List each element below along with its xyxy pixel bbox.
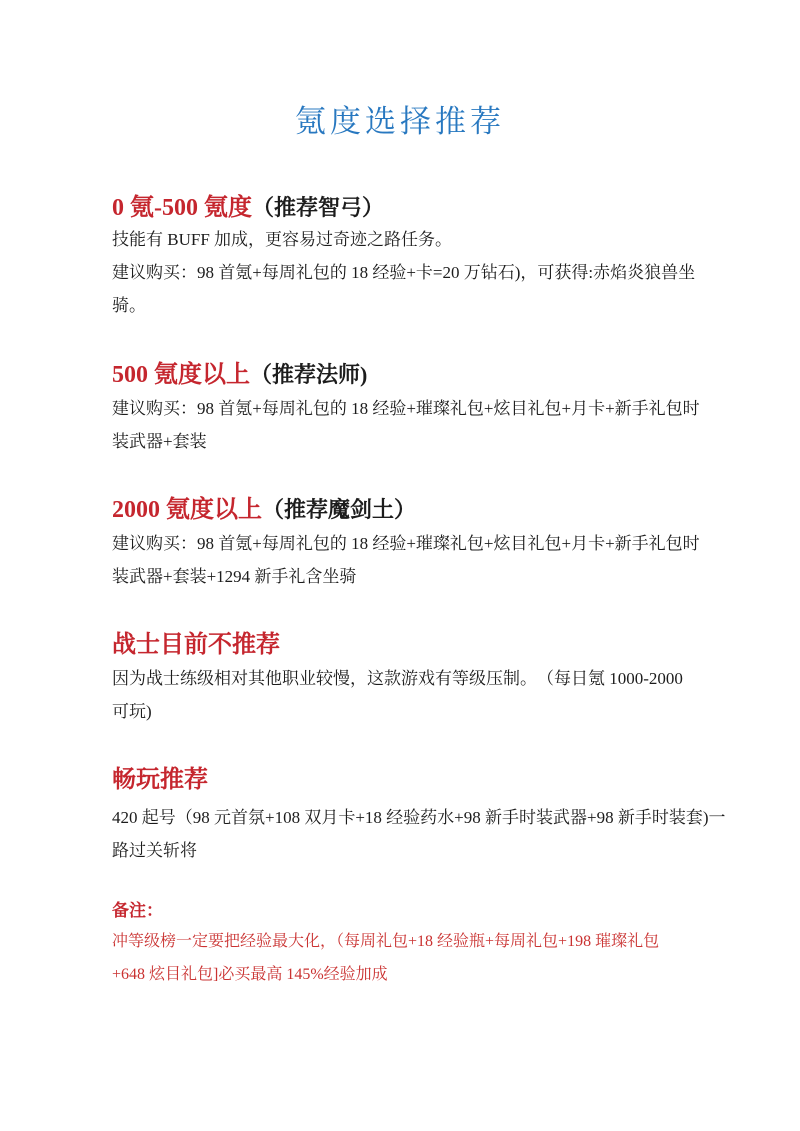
- notes-line: +648 炫目礼包]必买最高 145%经验加成: [112, 966, 388, 983]
- body-line: 技能有 BUFF 加成，更容易过奇迹之路任务。: [112, 230, 453, 249]
- heading-red-text: 500 氪度以上: [112, 362, 250, 388]
- heading-red-text: 0 氪-500 氪度: [112, 195, 252, 221]
- body-line: 建议购买：98 首氪+每周礼包的 18 经验+璀璨礼包+炫目礼包+月卡+新手礼包时: [112, 534, 700, 553]
- body-line: 420 起号（98 元首氛+108 双月卡+18 经验药水+98 新手时装武器+98 新手时装套)一: [112, 808, 726, 827]
- body-line: 骑。: [112, 296, 146, 315]
- section-heading-tier-0-500: [112, 187, 384, 222]
- body-line: 装武器+套装+1294 新手礼含坐骑: [112, 567, 357, 586]
- body-line: 建议购买：98 首氪+每周礼包的 18 经验+璀璨礼包+炫目礼包+月卡+新手礼包时: [112, 399, 700, 418]
- body-line: 装武器+套装: [112, 432, 207, 451]
- heading-red-text: 2000 氪度以上: [112, 497, 262, 523]
- section-heading-casual: [112, 759, 208, 794]
- heading-paren-text: （推荐魔剑土）: [262, 497, 417, 522]
- body-line: 路过关斩将: [112, 841, 197, 860]
- section-heading-warrior: [112, 624, 280, 659]
- section-heading-tier-2000-plus: [112, 489, 416, 524]
- notes-label: 备注：: [112, 901, 163, 920]
- heading-red-text: 畅玩推荐: [112, 767, 208, 793]
- heading-paren-text: （推荐智弓）: [252, 195, 385, 220]
- body-line: 因为战士练级相对其他职业较慢，这款游戏有等级压制。 （每日氪 1000-2000: [112, 669, 683, 688]
- body-line: 可玩): [112, 702, 152, 721]
- document-title: 氪度选择推荐: [295, 104, 505, 139]
- notes-line: 冲等级榜一定要把经验最大化，（每周礼包+18 经验瓶+每周礼包+198 璀璨礼包: [112, 933, 660, 950]
- section-heading-tier-500-plus: [112, 354, 367, 389]
- heading-paren-text: （推荐法师): [250, 362, 368, 387]
- heading-red-text: 战士目前不推荐: [112, 632, 280, 658]
- body-line: 建议购买：98 首氪+每周礼包的 18 经验+卡=20 万钻石)，可获得:赤焰炎狼兽坐: [112, 263, 696, 282]
